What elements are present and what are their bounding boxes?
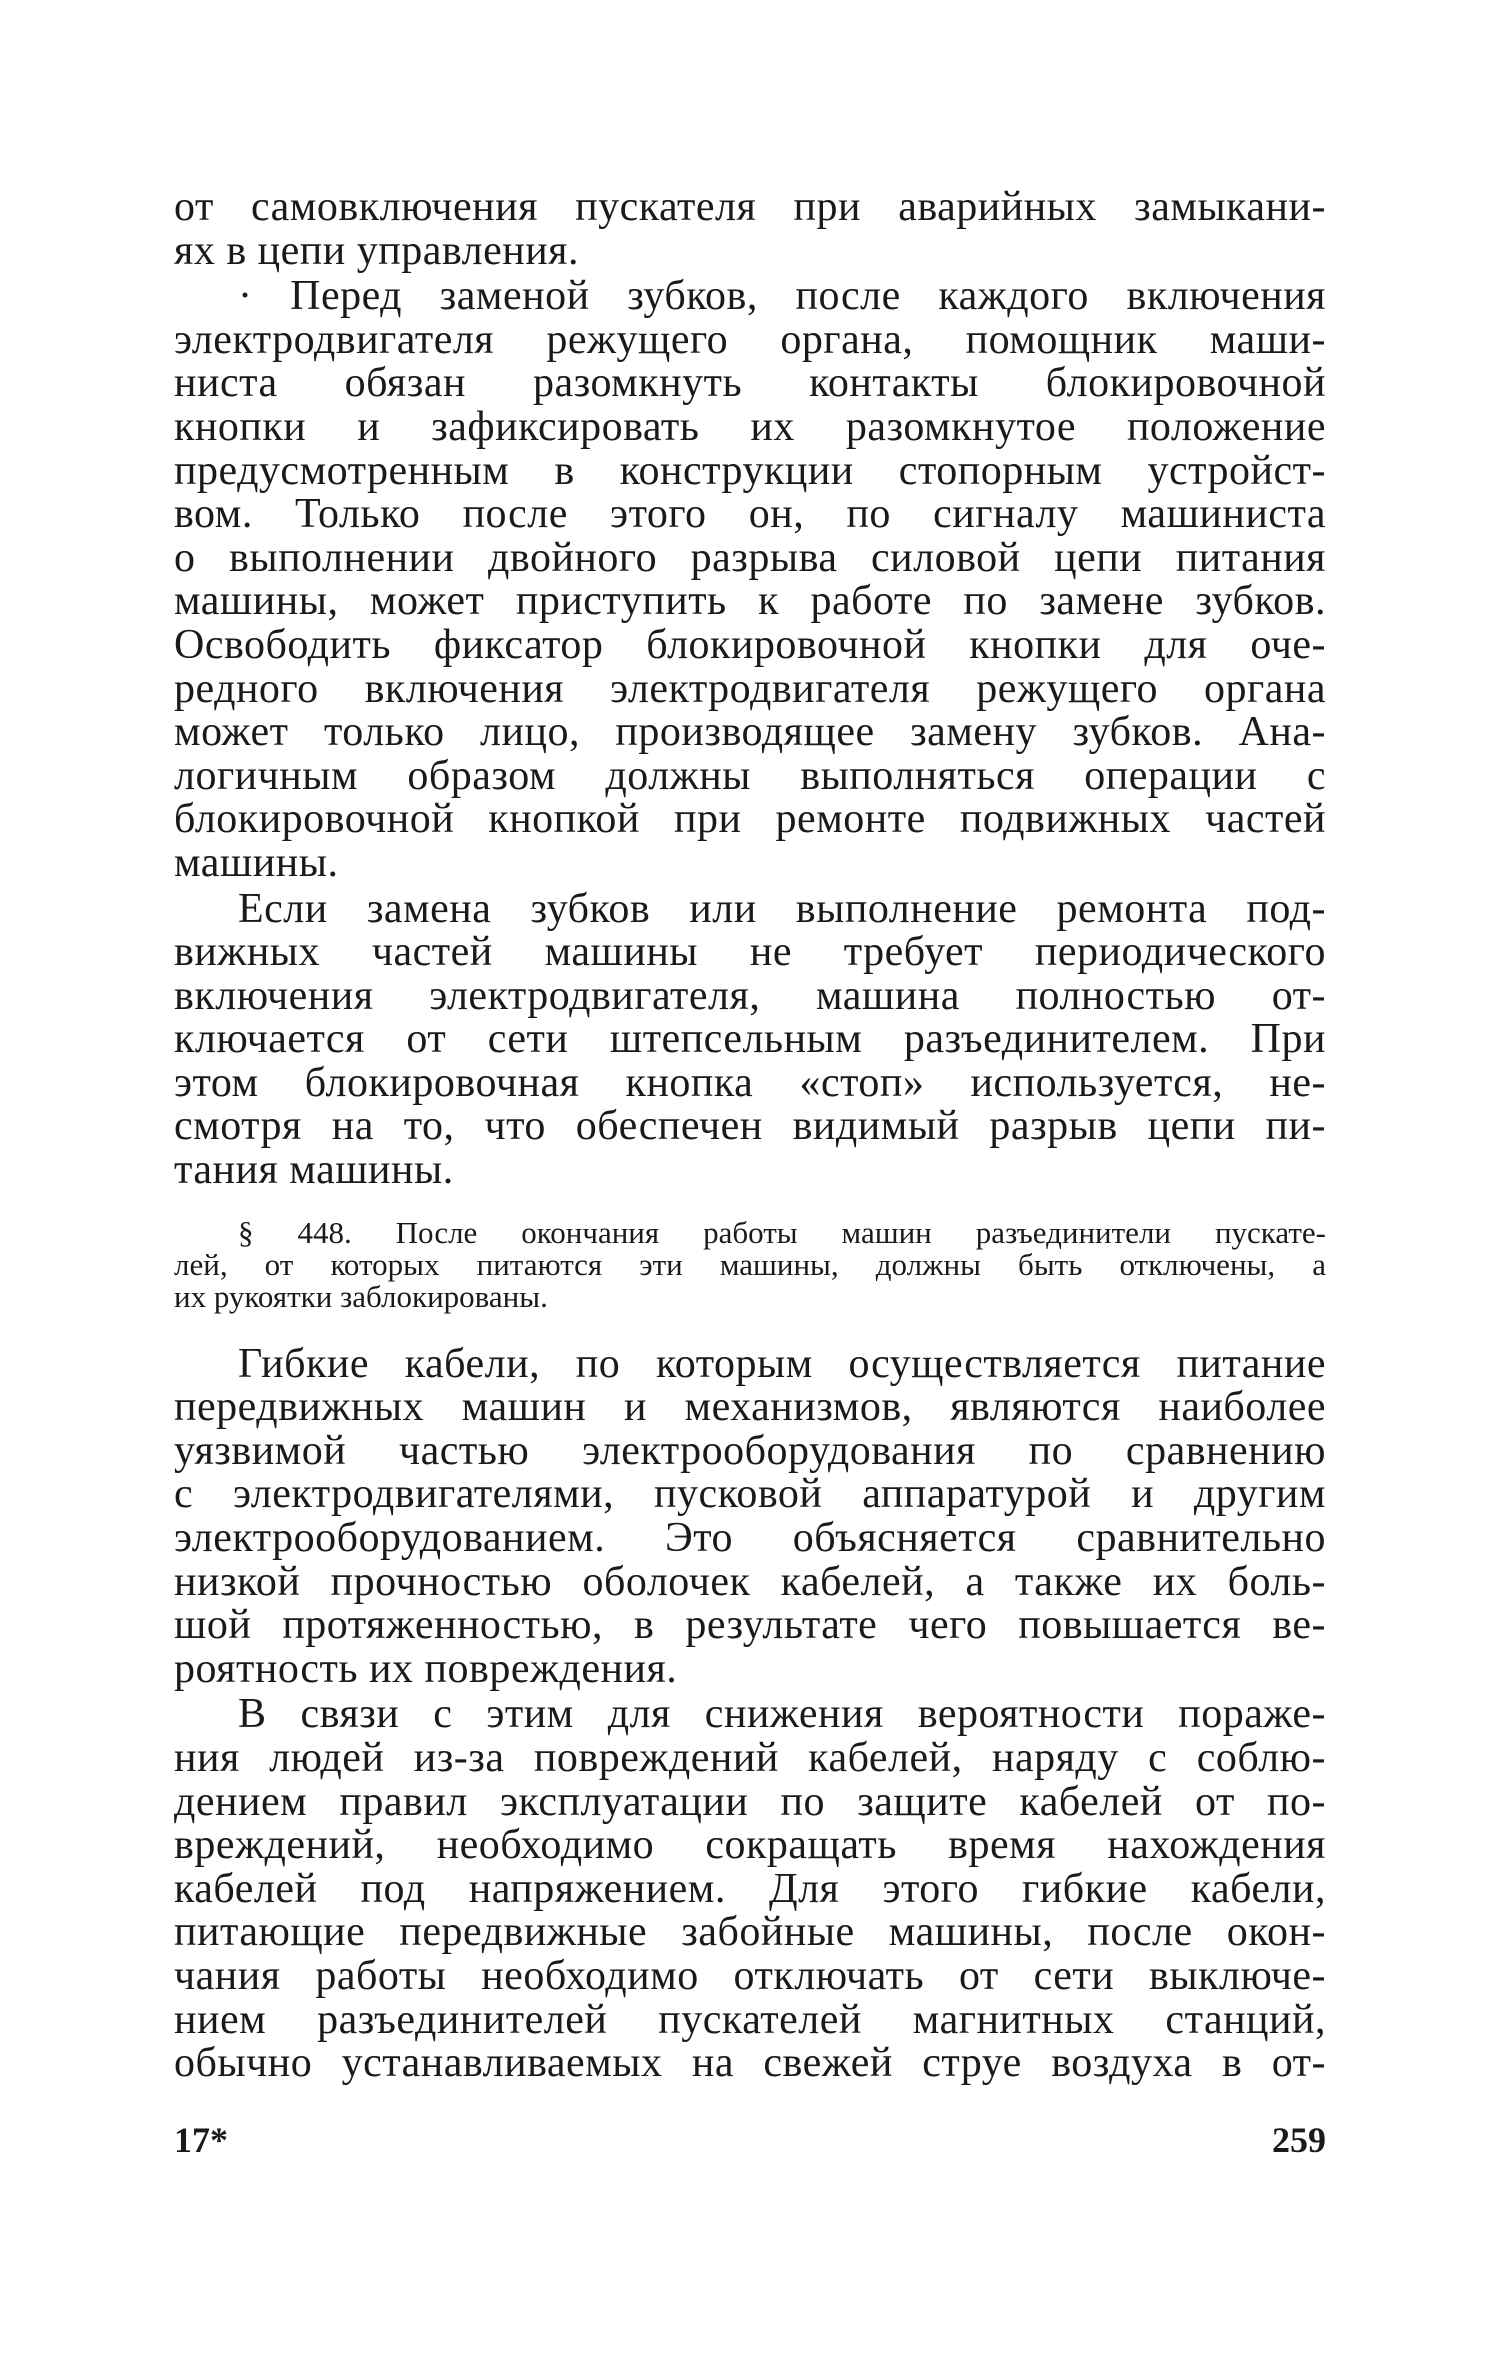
text-line: предусмотренным в конструкции стопорным устройст- (174, 447, 1326, 494)
paragraph-continuation (174, 186, 1326, 273)
text-line: дением правил эксплуатации по защите кабелей от по- (174, 1778, 1326, 1825)
paragraph-reduce-voltage-time (174, 1693, 1326, 2085)
text-line: питающие передвижные забойные машины, после окон- (174, 1909, 1326, 1956)
text-line: ния людей из-за повреждений кабелей, наряду с соблю- (174, 1735, 1326, 1781)
text-line: обычно устанавливаемых на свежей струе воздуха в от- (174, 2040, 1326, 2087)
rule-line: их рукоятки заблокированы. (174, 1278, 548, 1314)
text-line: кнопки и зафиксировать их разомкнутое положение (174, 403, 1326, 450)
text-line: кабелей под напряжением. Для этого гибкие кабели, (174, 1865, 1326, 1912)
rule-line: § 448. После окончания работы машин разъединители пускате- (238, 1214, 1326, 1250)
text-line: шой протяженностью, в результате чего повышается ве- (174, 1602, 1326, 1649)
text-line: Если замена зубков или выполнение ремонта под- (238, 885, 1326, 932)
paragraph-tooth-replacement (174, 275, 1326, 885)
text-line: нием разъединителей пускателей магнитных станций, (174, 1996, 1326, 2043)
text-line: вижных частей машины не требует периодического (174, 929, 1326, 976)
text-line: этом блокировочная кнопка «стоп» используется, не- (174, 1059, 1326, 1106)
text-line: Освободить фиксатор блокировочной кнопки для оче- (174, 621, 1326, 668)
text-line: низкой прочностью оболочек кабелей, а также их боль- (174, 1558, 1326, 1605)
text-line: вреждений, необходимо сокращать время нахождения (174, 1822, 1326, 1869)
text-line: вом. Только после этого он, по сигналу машиниста (174, 491, 1326, 538)
rule-line: лей, от которых питаются эти машины, должны быть отключены, а (174, 1246, 1326, 1282)
text-line: от самовключения пускателя при аварийных замыкани- (174, 184, 1326, 230)
text-line: роятность их повреждения. (174, 1645, 678, 1692)
text-line: ях в цепи управления. (174, 227, 579, 274)
text-line: уязвимой частью электрооборудования по сравнению (174, 1427, 1326, 1474)
text-line: передвижных машин и механизмов, являются наиболее (174, 1384, 1326, 1431)
page-body (174, 186, 1326, 2086)
text-line: электродвигателя режущего органа, помощник маши- (174, 316, 1326, 363)
text-line: включения электродвигателя, машина полностью от- (174, 972, 1326, 1019)
text-line: тания машины. (174, 1147, 454, 1194)
text-line: В связи с этим для снижения вероятности пораже- (238, 1691, 1326, 1738)
text-line: Гибкие кабели, по которым осуществляется питание (238, 1340, 1326, 1387)
page-number: 259 (1272, 2120, 1326, 2160)
text-line: ниста обязан разомкнуть контакты блокировочной (174, 360, 1326, 407)
text-line: машины. (174, 839, 339, 886)
text-line: чания работы необходимо отключать от сети выключе- (174, 1952, 1326, 1999)
text-line: · Перед заменой зубков, после каждого включения (238, 273, 1326, 320)
paragraph-flexible-cables (174, 1340, 1326, 1692)
text-line: электрооборудованием. Это объясняется сравнительно (174, 1515, 1326, 1562)
signature-mark: 17* (174, 2120, 228, 2160)
paragraph-disconnect (174, 885, 1326, 1194)
text-line: с электродвигателями, пусковой аппаратурой и другим (174, 1471, 1326, 1518)
text-line: машины, может приступить к работе по замене зубков. (174, 578, 1326, 625)
page-footer (174, 2120, 1326, 2160)
text-line: ключается от сети штепсельным разъединителем. При (174, 1016, 1326, 1063)
text-line: о выполнении двойного разрыва силовой цепи питания (174, 534, 1326, 581)
text-line: логичным образом должны выполняться операции с (174, 752, 1326, 799)
text-line: смотря на то, что обеспечен видимый разрыв цепи пи- (174, 1103, 1326, 1150)
text-line: редного включения электродвигателя режущего органа (174, 665, 1326, 712)
text-line: блокировочной кнопкой при ремонте подвижных частей (174, 796, 1326, 843)
rule-section-448 (174, 1214, 1326, 1314)
text-line: может только лицо, производящее замену зубков. Ана- (174, 709, 1326, 756)
